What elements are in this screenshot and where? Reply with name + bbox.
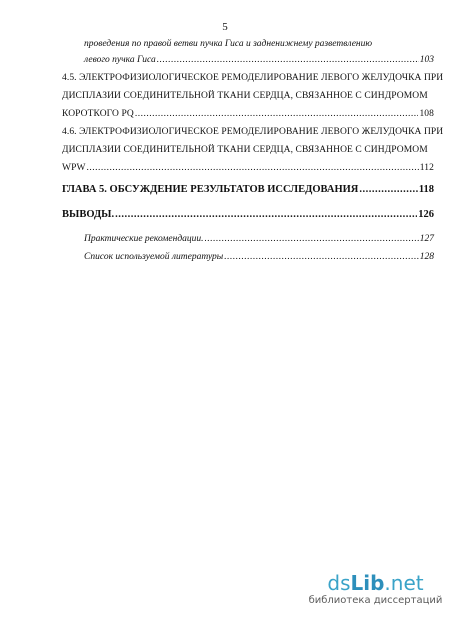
toc-page-number: 126	[418, 209, 434, 220]
toc-row	[84, 55, 434, 65]
toc-entry-label: ГЛАВА 5. ОБСУЖДЕНИЕ РЕЗУЛЬТАТОВ ИССЛЕДОВАНИЯ	[62, 184, 359, 195]
toc-entry-recommendations	[84, 234, 434, 244]
page-number: 5	[222, 21, 228, 33]
toc-entry-references	[84, 252, 434, 262]
toc-entry-label: Список используемой литературы	[84, 252, 224, 262]
watermark-subtitle: библиотека диссертаций	[308, 595, 443, 606]
toc-entry-conclusions	[62, 209, 434, 220]
leader-dots	[135, 109, 419, 119]
leader-dots	[87, 163, 419, 173]
toc-row	[62, 109, 434, 119]
toc-page-number: 128	[419, 252, 434, 262]
toc-entry-text-line: ДИСПЛАЗИИ СОЕДИНИТЕЛЬНОЙ ТКАНИ СЕРДЦА, СВЯЗАННОЕ С СИНДРОМОМ	[62, 145, 428, 155]
toc-page-number: 108	[419, 109, 434, 119]
leader-dots	[205, 234, 419, 244]
toc-page-number: 118	[418, 184, 434, 195]
toc-page-number: 103	[419, 55, 434, 65]
toc-entry-label: Практические рекомендации.	[84, 234, 204, 244]
toc-row	[62, 163, 434, 173]
leader-dots	[224, 252, 419, 262]
toc-entry-text-line: 4.6. ЭЛЕКТРОФИЗИОЛОГИЧЕСКОЕ РЕМОДЕЛИРОВАНИЕ ЛЕВОГО ЖЕЛУДОЧКА ПРИ	[62, 127, 444, 137]
leader-dots	[115, 209, 417, 220]
toc-entry-text-line: 4.5. ЭЛЕКТРОФИЗИОЛОГИЧЕСКОЕ РЕМОДЕЛИРОВАНИЕ ЛЕВОГО ЖЕЛУДОЧКА ПРИ	[62, 73, 444, 83]
toc-entry-text-line: КОРОТКОГО PQ	[62, 109, 134, 119]
leader-dots	[359, 184, 417, 195]
watermark-logo: dsLib.net	[327, 571, 424, 595]
leader-dots	[157, 55, 419, 65]
toc-page-number: 112	[419, 163, 434, 173]
toc-entry-chapter-5	[62, 184, 434, 195]
toc-entry-text-line: ДИСПЛАЗИИ СОЕДИНИТЕЛЬНОЙ ТКАНИ СЕРДЦА, СВЯЗАННОЕ С СИНДРОМОМ	[62, 91, 428, 101]
toc-entry-label: ВЫВОДЫ.	[62, 209, 115, 220]
toc-page-number: 127	[419, 234, 434, 244]
toc-entry-text-line: WPW	[62, 163, 86, 173]
toc-entry-text-line: проведения по правой ветви пучка Гиса и задненижнему разветвлению	[84, 39, 373, 49]
dslib-watermark	[308, 573, 443, 606]
toc-entry-text-line: левого пучка Гиса	[84, 55, 156, 65]
